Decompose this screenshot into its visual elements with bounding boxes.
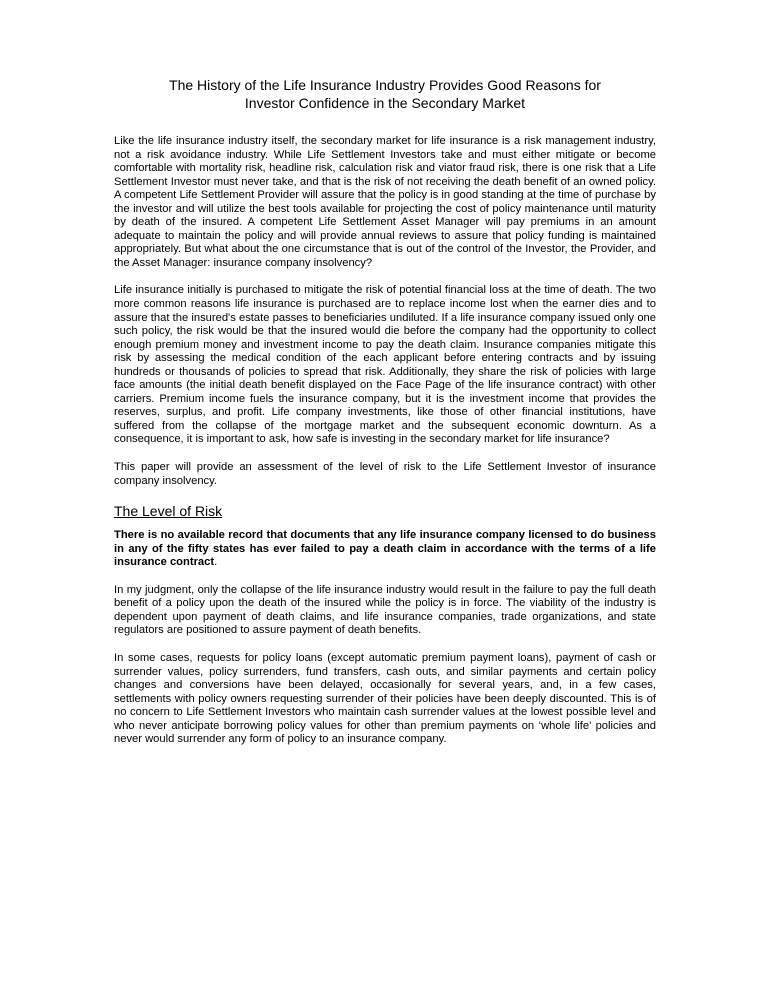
intro-paragraph-2: Life insurance initially is purchased to mitigate the risk of potential financial loss at the time of death. The two more common reasons life insurance is purchased are to replace income lost when the earner dies and to assure that the insured's estate passes to beneficiaries undiluted. If a life insurance company issued only one such policy, the risk would be that the insured would die before the company had the opportunity to collect enough premium money and investment income to pay the death claim. Insurance companies mitigate this risk by assessing the medical condition of the each applicant before entering contracts and by issuing hundreds or thousands of policies to spread that risk. Additionally, they share the risk of policies with large face amounts (the initial death benefit displayed on the Face Page of the life insurance contract) with other carriers. Premium income fuels the insurance company, but it is the investment income that provides the reserves, surplus, and profit. Life company investments, like those of other financial institutions, have suffered from the collapse of the mortgage market and the subsequent economic downturn. As a consequence, it is important to ask, how safe is investing in the secondary market for life insurance?	[114, 284, 656, 446]
section-heading-level-of-risk: The Level of Risk	[114, 503, 223, 520]
section-key-statement-bold: There is no available record that documents that any life insurance company licensed to do business in any of the fifty states has ever failed to pay a death claim in accordance with the terms of a life insurance contract	[114, 529, 656, 569]
document-page	[114, 76, 656, 761]
intro-paragraph-1: Like the life insurance industry itself, the secondary market for life insurance is a risk management industry, not a risk avoidance industry. While Life Settlement Investors take and must either mitigate or become comfortable with mortality risk, headline risk, calculation risk and viator fraud risk, there is one risk that a Life Settlement Investor must never take, and that is the risk of not receiving the death benefit of an owned policy. A competent Life Settlement Provider will assure that the policy is in good standing at the time of purchase by the investor and will utilize the best tools available for projecting the cost of policy maintenance until maturity by death of the insured. A competent Life Settlement Asset Manager will pay premiums in an amount adequate to maintain the policy and will provide annual reviews to assure that policy funding is maintained appropriately. But what about the one circumstance that is out of the control of the Investor, the Provider, and the Asset Manager: insurance company insolvency?	[114, 135, 656, 269]
title-line-2: Investor Confidence in the Secondary Market	[244, 95, 526, 111]
section-key-statement	[114, 529, 656, 570]
intro-paragraph-3: This paper will provide an assessment of the level of risk to the Life Settlement Investor of insurance company insolvency.	[114, 461, 656, 487]
section-paragraph-2: In some cases, requests for policy loans (except automatic premium payment loans), payment of cash or surrender values, policy surrenders, fund transfers, cash outs, and similar payments and certain policy changes and conversions have been delayed, occasionally for several years, and, in a few cases, settlements with policy owners requesting surrender of their policies have been deeply discounted. This is of no concern to Life Settlement Investors who maintain cash surrender values at the lowest possible level and who never anticipate borrowing policy values for other than premium payments on ‘whole life’ policies and never would surrender any form of policy to an insurance company.	[114, 651, 656, 746]
document-title	[114, 76, 656, 112]
section-key-statement-period: .	[214, 556, 218, 569]
title-line-1: The History of the Life Insurance Industry Provides Good Reasons for	[169, 77, 601, 93]
section-paragraph-1: In my judgment, only the collapse of the life insurance industry would result in the failure to pay the full death benefit of a policy upon the death of the insured while the policy is in force. The viability of the industry is dependent upon payment of death claims, and life insurance companies, trade organizations, and state regulators are positioned to assure payment of death benefits.	[114, 583, 656, 637]
